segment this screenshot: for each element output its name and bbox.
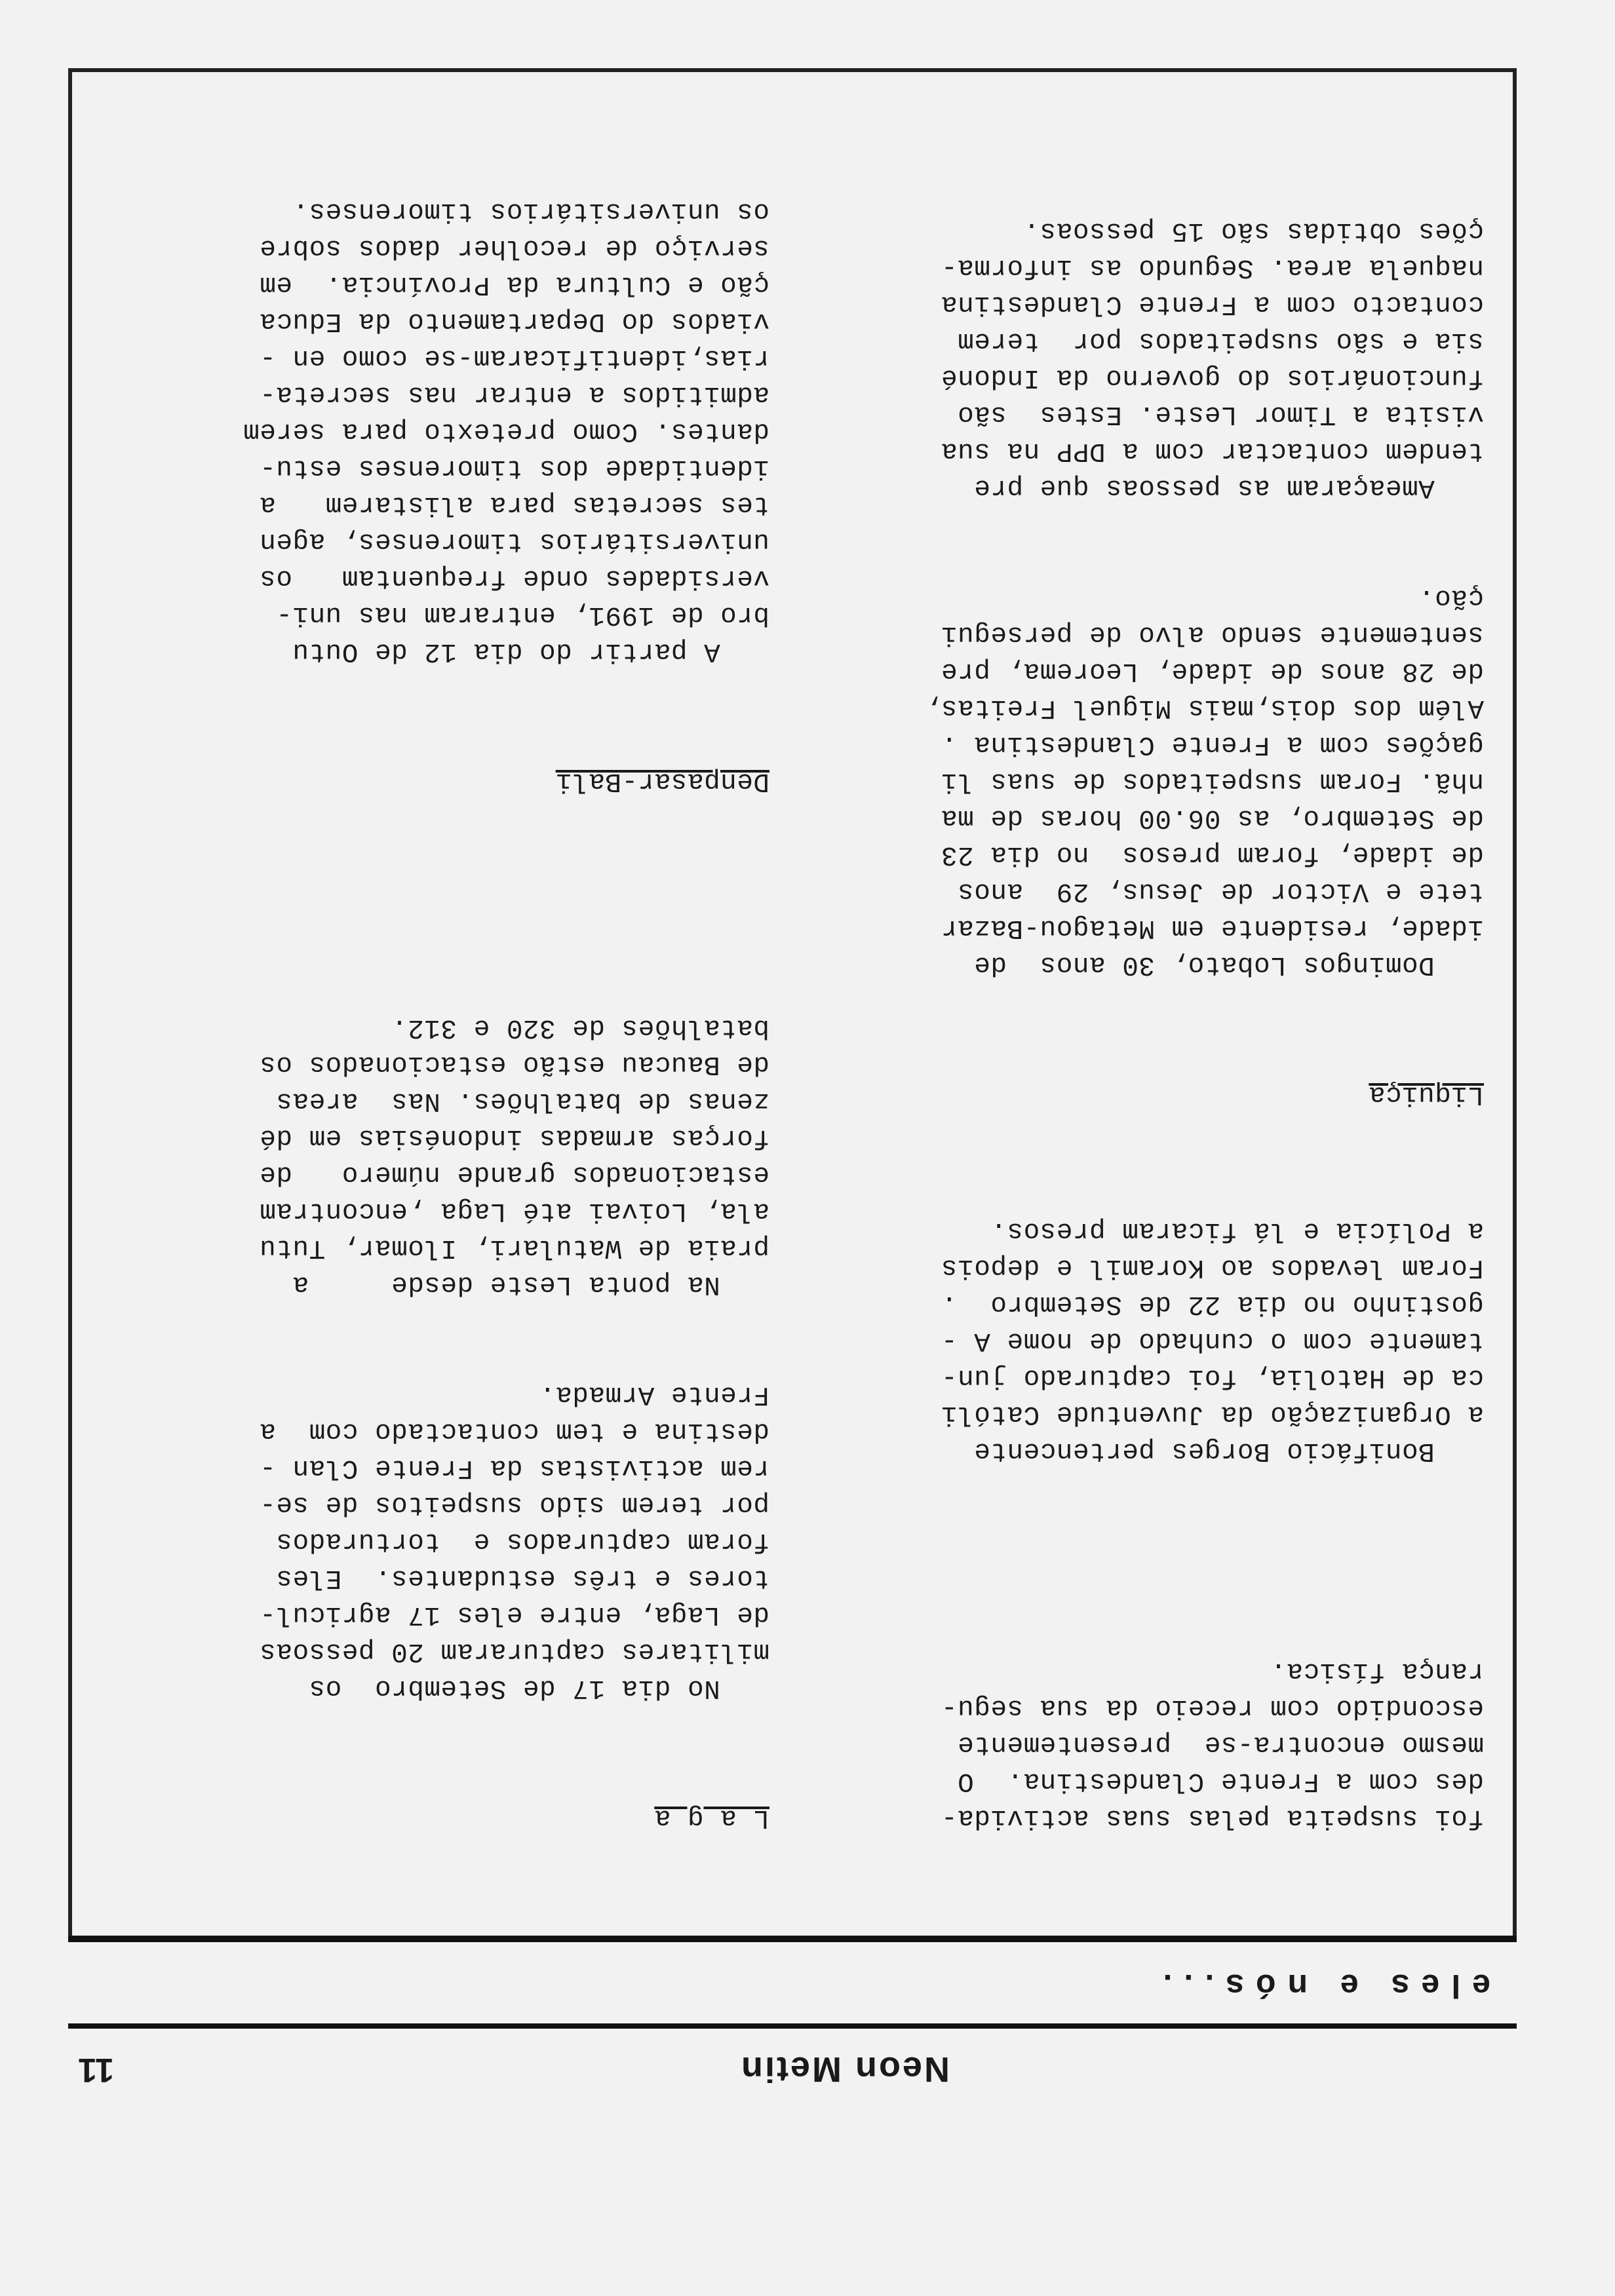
text-line: nhã. Foram suspeitados de suas li	[941, 766, 1484, 796]
text-line: foi suspeita pelas suas activida-	[941, 1803, 1484, 1833]
paragraph-bonifacio	[815, 1212, 1484, 1469]
text-line: militares capturaram 20 pessoas	[259, 1636, 769, 1666]
text-line: ções obtidas são 15 pessoas.	[1023, 216, 1484, 246]
text-line: por terem sido suspeitos de se-	[259, 1489, 769, 1520]
paragraph-ponta-leste	[101, 1009, 769, 1303]
text-line: zenas de batalhões. Nas areas	[275, 1086, 769, 1116]
text-line: os universitários timorenses.	[292, 196, 769, 226]
paragraph-laga	[101, 1376, 769, 1706]
heading-liquica: Liquiça	[1369, 1079, 1484, 1109]
text-line: estacionados grande número de	[259, 1159, 769, 1189]
text-line: naquela area. Segundo as informa-	[941, 252, 1484, 282]
text-line: contacto com a Frente Clandestina	[941, 289, 1484, 319]
text-line: No dia 17 de Setembro os	[309, 1673, 769, 1703]
text-line: a Polícia e lá ficaram presos.	[990, 1215, 1484, 1246]
text-line: A partir do dia 12 de Outu	[292, 636, 769, 666]
text-line: universitários timorenses, agen	[259, 526, 769, 556]
intro-paragraph	[815, 1653, 1484, 1836]
text-line: tendem contactar com a DPP na sua	[941, 436, 1484, 466]
text-line: sentemente sendo alvo de persegui	[941, 619, 1484, 649]
text-line: batalhões de 320 e 312.	[391, 1012, 769, 1043]
text-line: sia e são suspeitados por terem	[957, 326, 1484, 356]
text-line: rias,identificaram-se como en -	[259, 343, 769, 373]
text-line: praia de Watulari, Ilomar, Tutu	[259, 1233, 769, 1263]
header-rule-bottom	[68, 1936, 1517, 1942]
text-line: de 28 anos de idade, Leorema, pre	[941, 656, 1484, 686]
text-line: de idade, foram presos no dia 23	[941, 839, 1484, 870]
paragraph-denpasar	[101, 193, 769, 670]
text-line: ala, Loivai até Laga ,encontram	[259, 1196, 769, 1226]
text-line: bro de 1991, entraram nas uni-	[275, 600, 769, 630]
text-line: viados do Departamento da Educa	[259, 306, 769, 336]
text-line: Na ponta Leste desde a	[292, 1269, 769, 1299]
text-line: des com a Frente Clandestina. O	[957, 1766, 1484, 1796]
heading-laga: L a g a	[654, 1803, 769, 1833]
magazine-title: Neon Metin	[739, 2050, 950, 2089]
text-line: a Organização da Juventude Católi	[941, 1399, 1484, 1429]
text-line: de Setembro, as 06.00 horas de ma	[941, 803, 1484, 833]
text-line: foram capturados e torturados	[275, 1526, 769, 1556]
paragraph-ameacaram	[815, 212, 1484, 506]
header-rule-top	[68, 2023, 1517, 2029]
text-line: Ameaçaram as pessoas que pre	[973, 472, 1484, 503]
text-line: de Baucau estão estacionados os	[259, 1049, 769, 1079]
text-line: Domingos Lobato, 30 anos de	[973, 949, 1484, 980]
text-line: mesmo encontra-se presentemente	[957, 1729, 1484, 1759]
text-line: gações com a Frente Clandestina .	[941, 729, 1484, 759]
text-line: gostinho no dia 22 de Setembro .	[941, 1289, 1484, 1319]
text-line: dantes. Como pretexto para serem	[243, 416, 769, 446]
text-line: destina e tem contactado com a	[259, 1416, 769, 1446]
text-line: serviço de recolher dados sobre	[259, 233, 769, 263]
text-line: rança física.	[1270, 1656, 1484, 1686]
text-line: visita a Timor Leste. Estes são	[957, 399, 1484, 429]
text-line: idade, residente em Metagou-Bazar	[941, 913, 1484, 943]
text-line: ca de Hatolia, foi capturado jun-	[941, 1362, 1484, 1392]
text-line: de Laga, entre eles 17 agricul-	[259, 1599, 769, 1630]
text-line: tamente com o cunhado de nome A -	[941, 1326, 1484, 1356]
text-line: ção.	[1418, 583, 1484, 613]
text-line: Além dos dois,mais Miguel Freitas,	[924, 693, 1484, 723]
right-column	[101, 119, 769, 1909]
text-line: forças armadas indonésias em dé	[259, 1122, 769, 1153]
text-line: funcionários do governo da Indoné	[941, 362, 1484, 392]
text-line: escondido com receio da sua segu-	[941, 1693, 1484, 1723]
text-line: ção e Cultura da Província. em	[259, 269, 769, 299]
text-line: identidade dos timorenses estu-	[259, 453, 769, 483]
text-line: rem activistas da Frente Clan -	[259, 1453, 769, 1483]
text-line: Bonifácio Borges pertencente	[973, 1436, 1484, 1466]
section-title: eles e nós...	[1151, 1968, 1490, 2004]
text-line: tete e Victor de Jesus, 29 anos	[957, 876, 1484, 906]
text-line: Foram levados ao Koramil e depois	[941, 1252, 1484, 1282]
text-line: tores e três estudantes. Eles	[275, 1563, 769, 1593]
text-line: Frente Armada.	[539, 1379, 769, 1409]
text-line: admitidos a entrar nas secreta-	[259, 379, 769, 410]
text-line: tes secretas para alistarem a	[259, 489, 769, 520]
left-column	[815, 139, 1484, 1909]
text-line: versidades onde frequentam os	[259, 563, 769, 593]
heading-denpasar: Denpasar-Bali	[555, 766, 769, 796]
page-number: 11	[78, 2051, 114, 2089]
paragraph-domingos	[815, 579, 1484, 983]
